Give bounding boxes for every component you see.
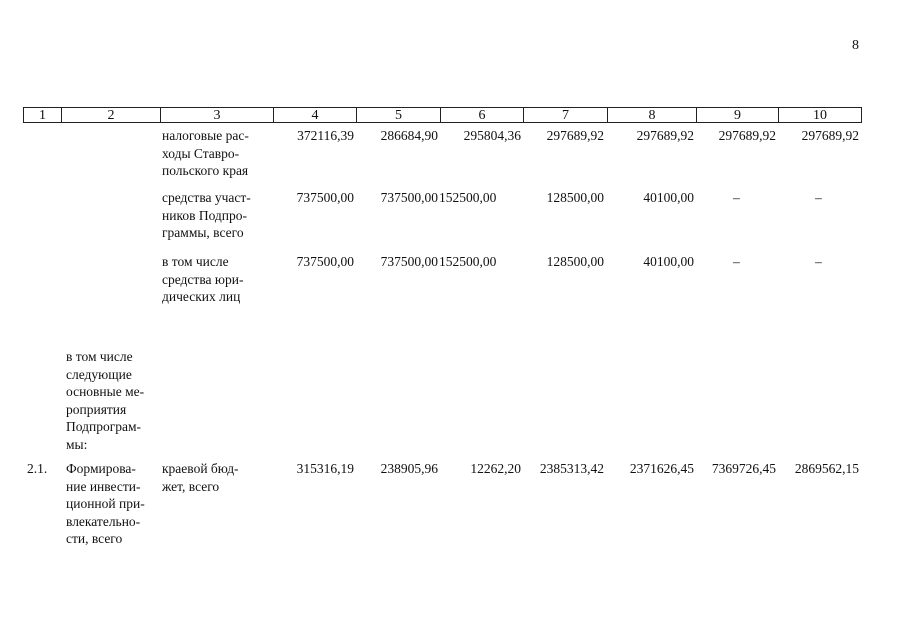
cell-col-6: 12262,20 bbox=[470, 461, 521, 476]
cell-col-8: 297689,92 bbox=[636, 128, 694, 143]
row-desc: в том числе средства юри- дических лиц bbox=[162, 254, 244, 304]
cell-col-9: – bbox=[733, 190, 740, 205]
cell-col-7: 297689,92 bbox=[546, 128, 604, 143]
cell-col-7: 2385313,42 bbox=[539, 461, 604, 476]
cell-col-4: 315316,19 bbox=[296, 461, 354, 476]
header-col-10: 10 bbox=[779, 108, 862, 122]
cell-col-5: 238905,96 bbox=[380, 461, 438, 476]
cell-col-10: – bbox=[815, 190, 822, 205]
cell-col-4: 372116,39 bbox=[297, 128, 354, 143]
cell-col-4: 737500,00 bbox=[296, 190, 354, 205]
header-col-8: 8 bbox=[608, 108, 697, 122]
cell-col-4: 737500,00 bbox=[296, 254, 354, 269]
cell-col-5: 737500,00 bbox=[380, 190, 438, 205]
header-col-1: 1 bbox=[24, 108, 62, 122]
cell-col-10: 2869562,15 bbox=[794, 461, 859, 476]
header-col-6: 6 bbox=[441, 108, 524, 122]
cell-col-6: 152500,00 bbox=[439, 254, 497, 269]
cell-col-9: 297689,92 bbox=[718, 128, 776, 143]
cell-col-9: 7369726,45 bbox=[711, 461, 776, 476]
cell-col-6: 295804,36 bbox=[463, 128, 521, 143]
table-header bbox=[23, 107, 862, 123]
header-col-9: 9 bbox=[697, 108, 779, 122]
item-name: Формирова- ние инвести- ционной при- влекательно- сти, всего bbox=[66, 461, 145, 546]
cell-col-10: 297689,92 bbox=[801, 128, 859, 143]
cell-col-8: 2371626,45 bbox=[629, 461, 694, 476]
cell-col-10: – bbox=[815, 254, 822, 269]
cell-col-9: – bbox=[733, 254, 740, 269]
item-number: 2.1. bbox=[27, 461, 48, 476]
cell-col-6: 152500,00 bbox=[439, 190, 497, 205]
cell-col-5: 286684,90 bbox=[380, 128, 438, 143]
header-col-4: 4 bbox=[274, 108, 357, 122]
header-col-5: 5 bbox=[357, 108, 441, 122]
row-desc: средства участ- ников Подпро- граммы, всего bbox=[162, 190, 251, 240]
header-col-7: 7 bbox=[524, 108, 608, 122]
header-col-3: 3 bbox=[161, 108, 274, 122]
cell-col-7: 128500,00 bbox=[546, 190, 604, 205]
row-desc: налоговые рас- ходы Ставро- польского края bbox=[162, 128, 249, 178]
cell-col-7: 128500,00 bbox=[546, 254, 604, 269]
page-number: 8 bbox=[852, 38, 859, 53]
row-desc: краевой бюд- жет, всего bbox=[162, 461, 239, 494]
section-note: в том числе следующие основные ме- роприятия Подпрограм- мы: bbox=[66, 349, 145, 452]
cell-col-8: 40100,00 bbox=[643, 190, 694, 205]
header-col-2: 2 bbox=[62, 108, 161, 122]
cell-col-5: 737500,00 bbox=[380, 254, 438, 269]
cell-col-8: 40100,00 bbox=[643, 254, 694, 269]
